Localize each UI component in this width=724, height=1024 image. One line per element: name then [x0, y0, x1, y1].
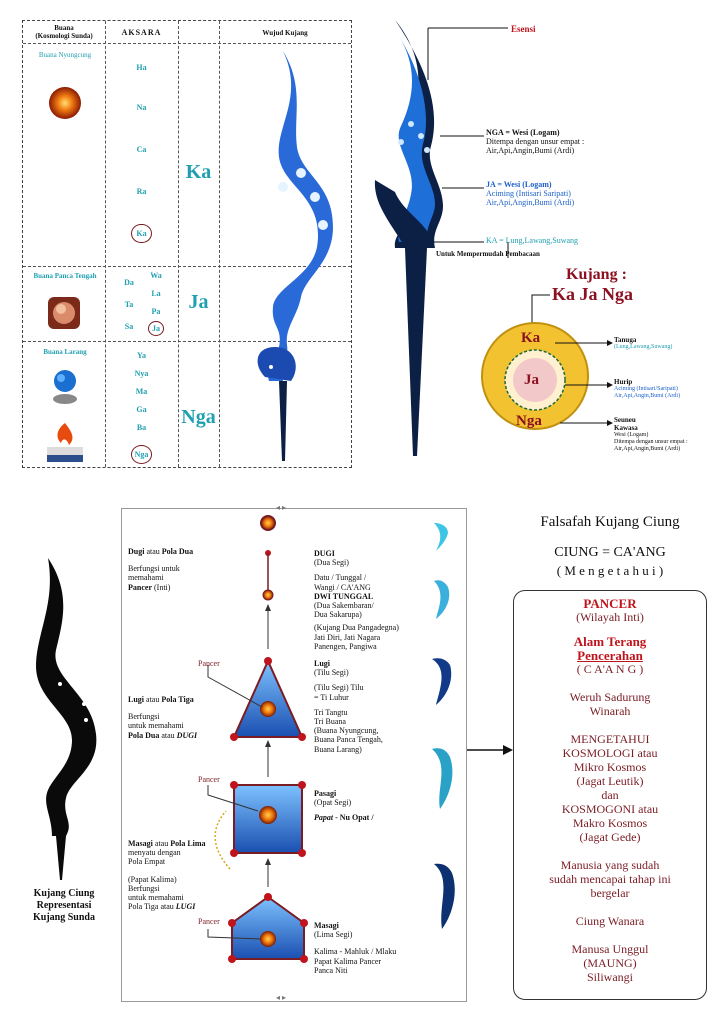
falsafah-item: Mikro Kosmos	[573, 760, 647, 774]
label-ka: KA = Lung,Lawang,Suwang	[486, 236, 579, 245]
masagi-right-text: Masagi (Lima Segi) Kalima - Mahluk / Mlaku Papat Kalima Pancer Panca Niti	[314, 921, 397, 975]
dugi-left-text: Dugi atau Pola Dua Berfungsi untuk memahami Pancer (Inti)	[128, 547, 194, 592]
bottom-arrows: ◂ ▸	[276, 993, 287, 1002]
group-ja: Ja	[188, 291, 209, 313]
label-simplify: Untuk Mempermudah Pembacaan	[436, 250, 540, 258]
circled-ka: Ka	[105, 224, 178, 243]
falsafah-item: (Jagat Leutik)	[576, 774, 644, 788]
row3-letters: Ya Nya Ma Ga Ba Nga	[105, 351, 178, 464]
falsafah-item: Winarah	[589, 704, 631, 718]
silhouette-caption: Kujang Ciung Representasi Kujang Sunda	[33, 888, 95, 923]
kujang-blue-illustration	[235, 47, 345, 465]
falsafah-panel	[513, 590, 707, 1000]
evolution-diagram	[121, 503, 467, 1002]
falsafah-item: Weruh Sadurung	[569, 690, 651, 704]
circle-pointer-lines	[555, 335, 615, 435]
label-tanuga: Tanuga (Lung,Lawang,Suwang)	[614, 336, 673, 351]
header-aksara: AKSARA	[121, 28, 162, 37]
falsafah-item: bergelar	[590, 886, 630, 900]
circle-label-nga: Nga	[516, 413, 542, 429]
buana-panca-tengah-label: Buana Panca Tengah	[33, 272, 97, 280]
label-seuneu: Seuneu Kawasa Wesi (Logam) Ditempa dengan unsur empat : Air,Api,Angin,Bumi (Ardi)	[614, 416, 688, 452]
row2-letters-a: Da Ta Sa	[124, 278, 134, 331]
falsafah-item: (Wilayah Inti)	[576, 610, 644, 624]
header-buana: Buana (Kosmologi Sunda)	[35, 24, 93, 41]
connector-arrow	[465, 740, 515, 760]
header-wujud: Wujud Kujang	[262, 29, 308, 37]
masagi-left-text: Masagi atau Pola Lima menyatu dengan Pola Empat (Papat Kalima) Berfungsi untuk memahami Pola Tiga atau LUGI	[128, 839, 206, 912]
embryo-icon	[47, 296, 81, 330]
falsafah-item: KOSMOLOGI atau	[562, 746, 658, 760]
group-nga: Nga	[181, 406, 216, 428]
falsafah-item: PANCER	[583, 596, 637, 611]
label-esensi: Esensi	[511, 24, 536, 34]
falsafah-item: Manusa Unggul	[571, 942, 649, 956]
falsafah-item: (Jagat Gede)	[579, 830, 641, 844]
pancer-label-1: Pancer	[198, 659, 220, 668]
earth-icon	[51, 369, 79, 405]
buana-nyungcung-label: Buana Nyungcung	[38, 51, 92, 59]
kujang-title: Kujang :	[566, 266, 627, 283]
falsafah-item: Alam Terang	[573, 634, 647, 649]
top-arrows: ◂ ▸	[276, 503, 287, 512]
label-nga: NGA = Wesi (Logam) Ditempa dengan unsur empat : Air,Api,Angin,Bumi (Ardi)	[486, 128, 585, 156]
pasagi-right-text: Pasagi (Opat Segi) Papat - Nu Opat /	[314, 789, 374, 823]
falsafah-item: sudah mencapai tahap ini	[549, 872, 671, 886]
label-hurip: Hurip Aciming (Intisari/Saripati) Air,Api,Angin,Bumi (Ardi)	[614, 378, 681, 399]
row2-letters-b: Wa La Pa Ja	[141, 271, 171, 336]
dugi-right-text: DUGI (Dua Segi) Datu / Tunggal / Wangi / CA'ANG DWI TUNGGAL (Dua Sakembaran/ Dua Sakarupa) (Kujang Dua Pangadegna) Jati Diri, Jati Nagara Panengen, Pangiwa	[314, 549, 399, 651]
lugi-right-text: Lugi (Tilu Segi) (Tilu Segi) Tilu = Ti Luhur Tri Tangtu Tri Buana (Buana Nyungcung, Buana Panca Tengah, Buana Larang)	[314, 659, 383, 754]
aksara-table	[22, 20, 352, 468]
kujang-ciung-silhouette	[22, 554, 112, 884]
circle-label-ka: Ka	[521, 330, 541, 346]
fire-icon	[45, 419, 85, 463]
label-ja: JA = Wesi (Logam) Aciming (Intisari Saripati) Air,Api,Angin,Bumi (Ardi)	[486, 180, 575, 208]
falsafah-subtitle: CIUNG = CA'ANG	[554, 545, 666, 560]
falsafah-item: dan	[601, 788, 619, 802]
row1-letters: Ha Na Ca Ra	[136, 63, 147, 196]
falsafah-item: Manusia yang sudah	[560, 858, 660, 872]
falsafah-item: MENGETAHUI	[570, 732, 650, 746]
lugi-left-text: Lugi atau Pola Tiga Berfungsi untuk memahami Pola Dua atau DUGI	[128, 695, 198, 740]
falsafah-item: (MAUNG)	[583, 956, 637, 970]
falsafah-item: Makro Kosmos	[572, 816, 648, 830]
circle-label-ja: Ja	[524, 372, 539, 388]
falsafah-title: Falsafah Kujang Ciung	[540, 514, 680, 530]
pancer-label-2: Pancer	[198, 775, 220, 784]
falsafah-item: Pencerahan	[577, 648, 643, 663]
falsafah-subtitle2: ( M e n g e t a h u i )	[556, 563, 664, 578]
kujang-subtitle: Ka Ja Nga	[552, 284, 633, 304]
falsafah-item: ( C A'A N G )	[576, 662, 644, 676]
falsafah-item: Siliwangi	[586, 970, 633, 984]
sun-icon	[47, 85, 83, 121]
falsafah-item: Ciung Wanara	[575, 914, 645, 928]
falsafah-item: KOSMOGONI atau	[561, 802, 659, 816]
buana-larang-label: Buana Larang	[43, 348, 87, 356]
group-ka: Ka	[185, 161, 212, 183]
pancer-label-3: Pancer	[198, 917, 220, 926]
